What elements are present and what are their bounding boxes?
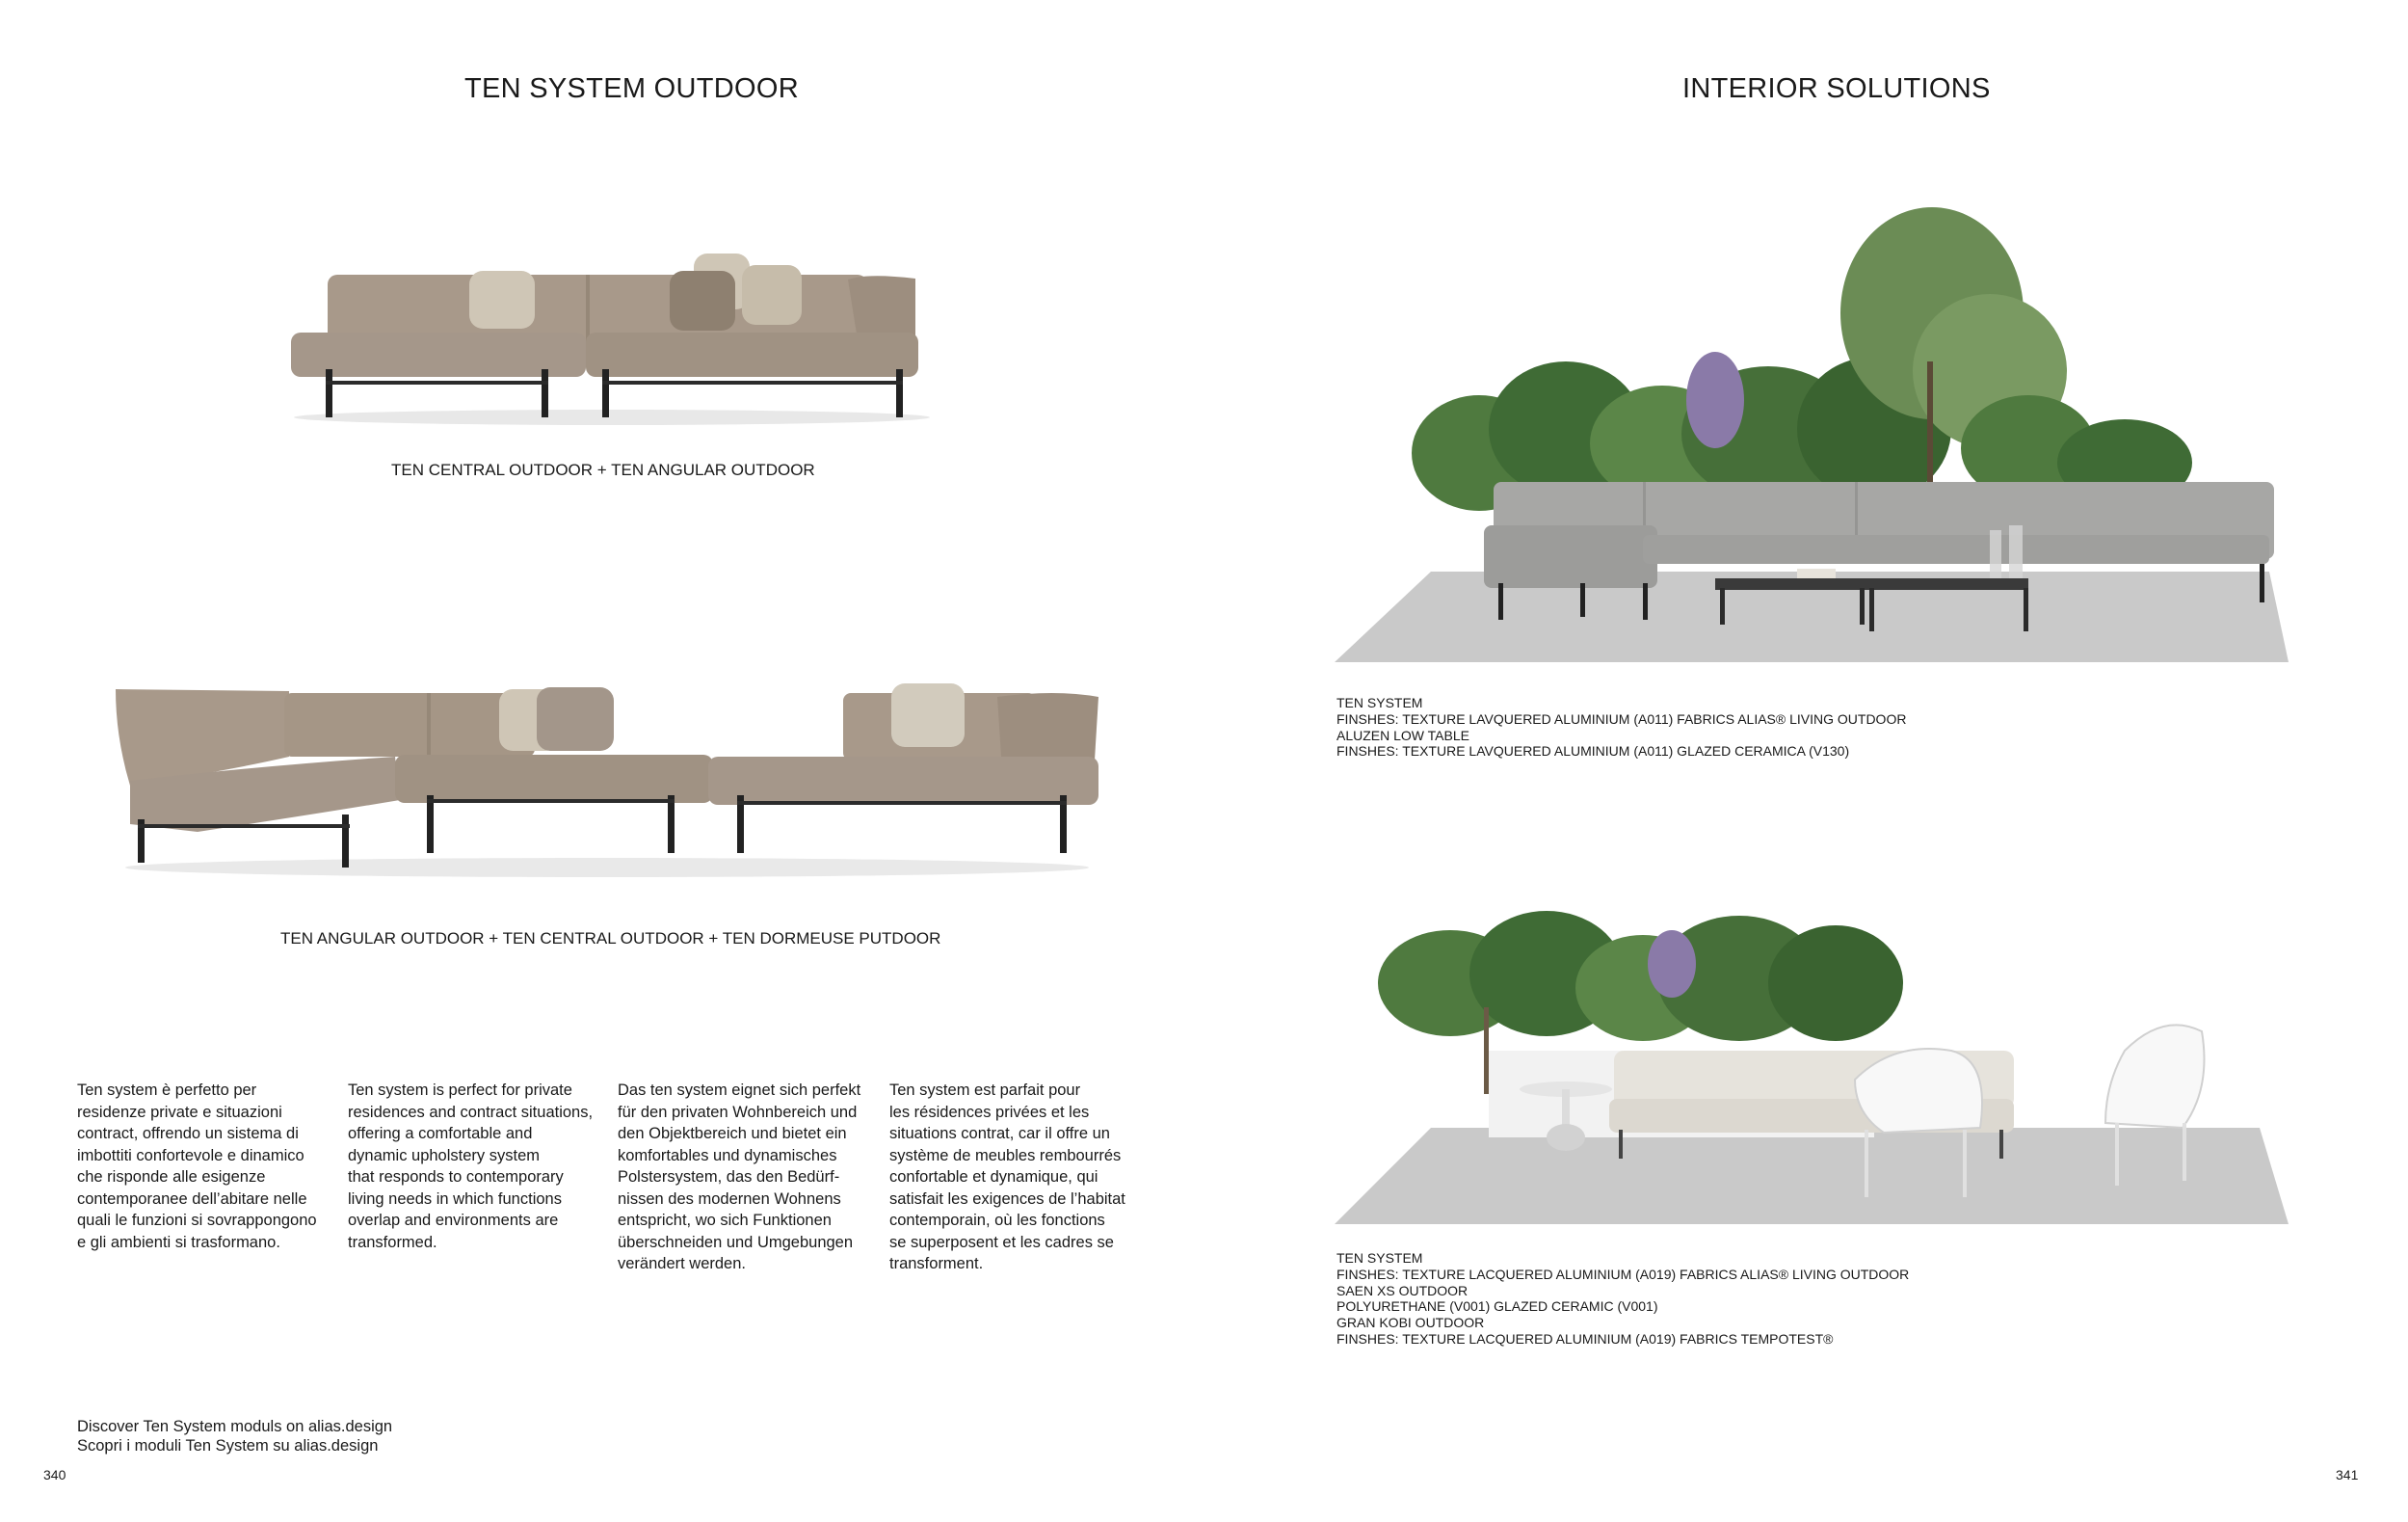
interior-scene-image-2 xyxy=(1335,906,2298,1234)
page-number-right: 341 xyxy=(2336,1467,2359,1482)
text-line: residences and contract situations, xyxy=(348,1103,594,1121)
body-column-german xyxy=(618,1080,870,1275)
spec-line: GRAN KOBI OUTDOOR xyxy=(1336,1315,1485,1331)
sofa-image-central-angular xyxy=(279,246,944,429)
text-line: für den privaten Wohnbereich und xyxy=(618,1103,858,1121)
page-number-left: 340 xyxy=(43,1467,66,1482)
text-line: transforment. xyxy=(889,1255,984,1272)
text-line: überschneiden und Umgebungen xyxy=(618,1233,854,1251)
spec-line: FINSHES: TEXTURE LAVQUERED ALUMINIUM (A011) FABRICS ALIAS® LIVING OUTDOOR xyxy=(1336,710,1907,727)
text-line: nissen des modernen Wohnens xyxy=(618,1189,841,1208)
spec-block-2 xyxy=(1336,1250,1909,1348)
interior-scene-image-1 xyxy=(1335,207,2298,670)
spec-line: POLYURETHANE (V001) GLAZED CERAMIC (V001) xyxy=(1336,1298,1658,1315)
text-line: les résidences privées et les xyxy=(889,1103,1090,1121)
caption-image-2: TEN ANGULAR OUTDOOR + TEN CENTRAL OUTDOOR + TEN DORMEUSE PUTDOOR xyxy=(280,929,941,948)
text-line: transformed. xyxy=(348,1233,437,1251)
spec-block-1 xyxy=(1336,695,1906,760)
text-line: contract, offrendo un sistema di xyxy=(77,1125,299,1142)
text-line: Das ten system eignet sich perfekt xyxy=(618,1081,861,1099)
text-line: imbottiti confortevole e dinamico xyxy=(77,1146,304,1164)
spec-line: SAEN XS OUTDOOR xyxy=(1336,1282,1469,1298)
text-line: Polstersystem, das den Bedürf- xyxy=(618,1168,840,1186)
discover-link-en[interactable]: Discover Ten System moduls on alias.design xyxy=(77,1418,393,1435)
text-line: che risponde alle esigenze xyxy=(77,1168,266,1186)
text-line: contemporanee dell’abitare nelle xyxy=(77,1189,307,1208)
spec-line: ALUZEN LOW TABLE xyxy=(1336,727,1469,743)
text-line: Ten system è perfetto per xyxy=(77,1081,257,1099)
text-line: that responds to contemporary xyxy=(348,1168,564,1186)
text-line: komfortables und dynamisches xyxy=(618,1146,837,1164)
discover-text xyxy=(77,1417,392,1455)
spec-line: TEN SYSTEM xyxy=(1336,1250,1423,1266)
text-line: situations contrat, car il offre un xyxy=(889,1125,1110,1142)
text-line: satisfait les exigences de l’habitat xyxy=(889,1189,1125,1208)
text-line: living needs in which functions xyxy=(348,1189,562,1208)
spec-line: TEN SYSTEM xyxy=(1336,695,1423,710)
spec-line: FINSHES: TEXTURE LACQUERED ALUMINIUM (A019) FABRICS TEMPOTEST® xyxy=(1336,1330,1834,1347)
text-line: Ten system est parfait pour xyxy=(889,1081,1081,1099)
text-line: residenze private e situazioni xyxy=(77,1103,282,1121)
body-column-english xyxy=(348,1080,600,1253)
right-page-title: INTERIOR SOLUTIONS xyxy=(1682,73,1991,104)
text-line: den Objektbereich und bietet ein xyxy=(618,1125,847,1142)
caption-image-1: TEN CENTRAL OUTDOOR + TEN ANGULAR OUTDOOR xyxy=(391,461,815,479)
text-line: système de meubles rembourrés xyxy=(889,1146,1122,1164)
text-line: verändert werden. xyxy=(618,1255,746,1272)
left-page-title: TEN SYSTEM OUTDOOR xyxy=(464,73,799,104)
text-line: e gli ambienti si trasformano. xyxy=(77,1233,280,1251)
sofa-image-angular-central-dormeuse xyxy=(111,680,1103,882)
text-line: dynamic upholstery system xyxy=(348,1146,540,1164)
text-line: overlap and environments are xyxy=(348,1212,559,1229)
body-column-french xyxy=(889,1080,1142,1275)
text-line: contemporain, où les fonctions xyxy=(889,1212,1105,1229)
text-line: quali le funzioni si sovrappongono xyxy=(77,1212,317,1229)
text-line: se superposent et les cadres se xyxy=(889,1233,1114,1251)
discover-link-it[interactable]: Scopri i moduli Ten System su alias.design xyxy=(77,1437,379,1455)
body-column-italian xyxy=(77,1080,330,1253)
spec-line: FINSHES: TEXTURE LAVQUERED ALUMINIUM (A011) GLAZED CERAMICA (V130) xyxy=(1336,743,1850,760)
text-line: Ten system is perfect for private xyxy=(348,1081,572,1099)
text-line: entspricht, wo sich Funktionen xyxy=(618,1212,832,1229)
text-line: offering a comfortable and xyxy=(348,1125,533,1142)
text-line: confortable et dynamique, qui xyxy=(889,1168,1098,1186)
spec-line: FINSHES: TEXTURE LACQUERED ALUMINIUM (A019) FABRICS ALIAS® LIVING OUTDOOR xyxy=(1336,1266,1910,1282)
